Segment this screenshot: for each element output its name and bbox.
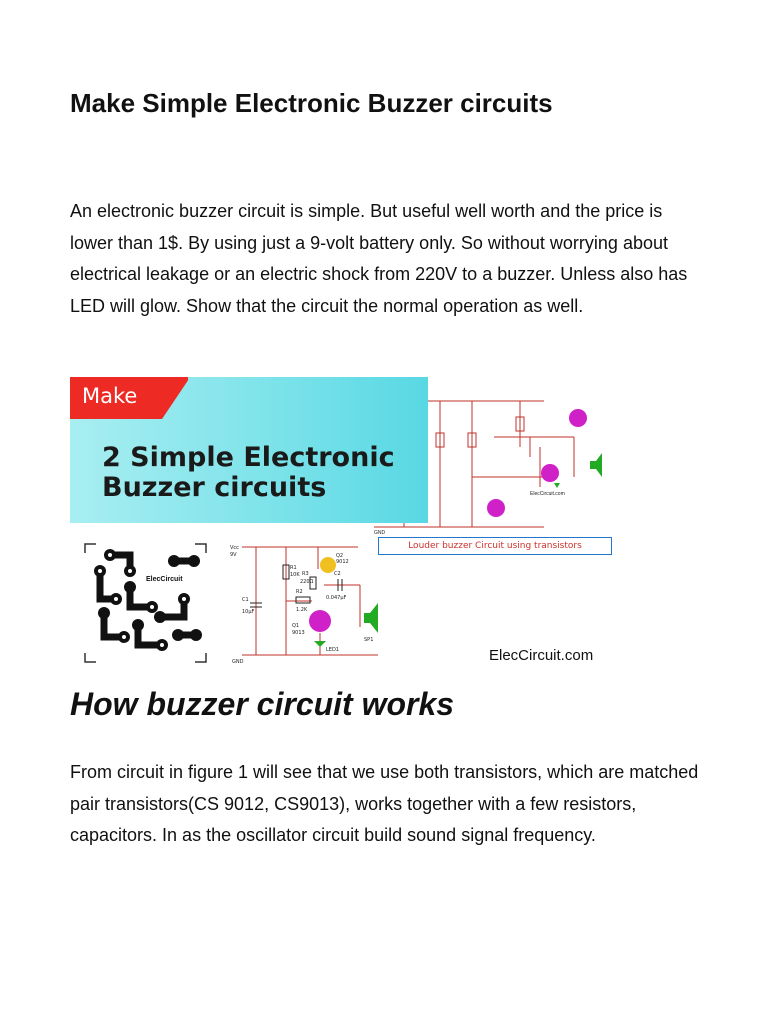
- banner-title-line1: 2 Simple Electronic: [102, 442, 395, 473]
- led-label: LED1: [326, 647, 339, 653]
- speaker-label: SP1: [364, 637, 374, 643]
- pcb-brand-label: ElecCircuit: [146, 576, 183, 583]
- make-tag-text: Make: [82, 384, 138, 408]
- section-heading: How buzzer circuit works: [70, 686, 455, 722]
- banner-title: [102, 443, 395, 503]
- q2-label: Q2: [336, 553, 344, 559]
- c2-value: 0.047μF: [326, 595, 347, 601]
- r2-label: R2: [296, 589, 303, 595]
- buzzer-schematic: [228, 541, 390, 665]
- r2-value: 1.2K: [296, 607, 308, 613]
- page-title: Make Simple Electronic Buzzer circuits: [70, 88, 553, 118]
- gnd-label: GND: [232, 659, 244, 665]
- intro-paragraph: An electronic buzzer circuit is simple. But useful well worth and the price is lower than 1$. By using just a 9-volt battery only. So without worrying about electrical leakage or an electric shock from 220V to a buzzer. Unless also has LED will glow. Show that the circuit the normal operation as well.: [70, 201, 688, 316]
- pcb-layout: [82, 541, 209, 665]
- r1-value: 10K: [290, 572, 300, 578]
- q2-value: 9012: [336, 559, 349, 565]
- c1-value: 10μF: [242, 609, 255, 615]
- top-brand-label: ElecCircuit.com: [530, 491, 565, 497]
- r1-label: R1: [290, 565, 297, 571]
- c2-label: C2: [334, 571, 341, 577]
- figure-1: [70, 377, 613, 667]
- r3-value: 220Ω: [300, 579, 314, 585]
- banner-title-line2: Buzzer circuits: [102, 472, 327, 503]
- title-banner: [70, 377, 428, 523]
- q1-value: 9013: [292, 630, 305, 636]
- voltage-label: 9V: [230, 552, 237, 558]
- r3-label: R3: [302, 571, 309, 577]
- figure-watermark: ElecCircuit.com: [489, 647, 594, 664]
- top-gnd-label: GND: [374, 530, 386, 536]
- c1-label: C1: [242, 597, 249, 603]
- q1-label: Q1: [292, 623, 300, 629]
- vcc-label: Vcc: [230, 545, 239, 551]
- schematic-caption: Louder buzzer Circuit using transistors: [378, 537, 612, 555]
- section-paragraph: From circuit in figure 1 will see that we use both transistors, which are matched pair transistors(CS 9012, CS9013), works together with a few resistors, capacitors. In as the oscillator circuit build sound signal frequency.: [70, 762, 699, 845]
